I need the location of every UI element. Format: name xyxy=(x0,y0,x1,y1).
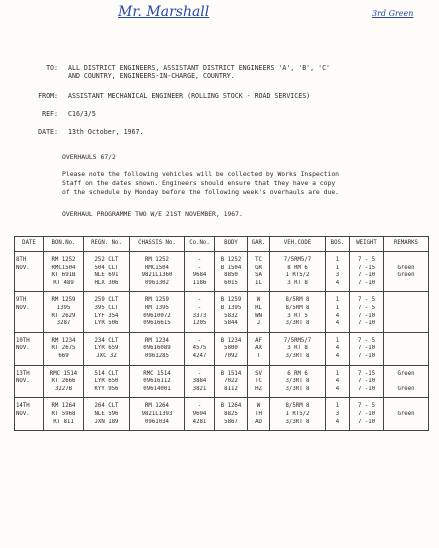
table-cell xyxy=(384,252,429,265)
table-cell xyxy=(15,313,44,321)
table-cell: AF xyxy=(248,332,270,345)
table-cell: B 1264 xyxy=(215,398,248,411)
table-cell: 7 - 5 xyxy=(350,252,384,265)
table-cell: LYF 354 xyxy=(84,313,130,321)
table-cell: 3821 xyxy=(185,386,215,398)
table-row xyxy=(15,365,429,378)
table-cell: 234 CLT xyxy=(84,332,130,345)
table-cell xyxy=(384,320,429,332)
table-cell xyxy=(384,292,429,305)
table-cell: 4 xyxy=(326,378,350,386)
table-cell: 259 CLT xyxy=(84,292,130,305)
column-header: Co.No. xyxy=(185,237,215,252)
table-cell: LYR 650 xyxy=(84,378,130,386)
handwritten-addressee: Mr. Marshall xyxy=(118,4,210,20)
table-cell: 7 -10 xyxy=(350,411,384,419)
table-cell: 7/5RM5/7 xyxy=(270,332,326,345)
table-cell: 4281 xyxy=(185,419,215,431)
table-cell: NOV. xyxy=(15,411,44,419)
table-cell: GR xyxy=(248,265,270,273)
table-cell: 4 xyxy=(326,313,350,321)
table-cell: 3 xyxy=(326,272,350,280)
table-cell: SV xyxy=(248,365,270,378)
table-cell: RM 1264 xyxy=(44,398,84,411)
table-cell: 09616615 xyxy=(130,320,185,332)
from-label: FROM: xyxy=(38,92,58,100)
table-cell: 5800 xyxy=(215,345,248,353)
table-cell: RM 1252 xyxy=(44,252,84,265)
table-cell: 09614001 xyxy=(130,386,185,398)
table-cell: 1 xyxy=(326,365,350,378)
table-cell: 4 xyxy=(326,345,350,353)
column-header: BOS. xyxy=(326,237,350,252)
table-cell: 0961285 xyxy=(130,353,185,365)
table-cell: 1 xyxy=(326,398,350,411)
table-cell: HLX 306 xyxy=(84,280,130,292)
table-cell: 1 xyxy=(326,292,350,305)
ref-value: C16/3/5 xyxy=(68,110,96,118)
table-cell: 09610072 xyxy=(130,313,185,321)
table-cell: RT 2666 xyxy=(44,378,84,386)
table-row xyxy=(15,305,429,313)
column-header: BODY xyxy=(215,237,248,252)
table-cell: B 1395 xyxy=(215,305,248,313)
column-header: WEIGHT xyxy=(350,237,384,252)
table-cell: Green xyxy=(384,411,429,419)
paragraph-line-1: Please note the following vehicles will be collected by Works Inspection xyxy=(62,170,340,178)
table-cell: RMC1504 xyxy=(44,265,84,273)
table-cell: B 1259 xyxy=(215,292,248,305)
table-cell: NLE 691 xyxy=(84,272,130,280)
table-cell: 4247 xyxy=(185,353,215,365)
table-cell: 264 CLT xyxy=(84,398,130,411)
table-cell: 8/5RM 8 xyxy=(270,398,326,411)
table-cell: NOV. xyxy=(15,345,44,353)
table-cell: RM 1259 xyxy=(130,292,185,305)
table-cell: 3373 xyxy=(185,313,215,321)
table-cell: B 1514 xyxy=(215,365,248,378)
table-cell: W xyxy=(248,398,270,411)
table-cell: NOV. xyxy=(15,305,44,313)
table-cell: RM 1264 xyxy=(130,398,185,411)
table-row xyxy=(15,419,429,431)
table-cell xyxy=(384,332,429,345)
table-cell: KYY 956 xyxy=(84,386,130,398)
table-cell: 6015 xyxy=(215,280,248,292)
table-cell xyxy=(384,305,429,313)
table-cell: 8 RM 6 xyxy=(270,265,326,273)
table-cell: 1186 xyxy=(185,280,215,292)
table-cell: RT 5968 xyxy=(44,411,84,419)
table-row xyxy=(15,320,429,332)
table-cell: 514 CLT xyxy=(84,365,130,378)
paragraph-line-3: of the schedule by Monday before the following week's overhauls are due. xyxy=(62,188,340,196)
table-cell: 3/3RT 8 xyxy=(270,353,326,365)
table-cell: RT 2629 xyxy=(44,313,84,321)
table-cell: 3287 xyxy=(44,320,84,332)
to-line-1: ALL DISTRICT ENGINEERS, ASSISTANT DISTRICT ENGINEERS 'A', 'B', 'C' xyxy=(68,64,331,72)
table-cell: 7092 xyxy=(215,353,248,365)
table-row xyxy=(15,345,429,353)
table-row xyxy=(15,265,429,273)
table-cell: 0961034 xyxy=(130,419,185,431)
table-cell: - xyxy=(185,265,215,273)
table-cell: 7 -15 xyxy=(350,265,384,273)
column-header: DATE xyxy=(15,237,44,252)
to-line-2: AND COUNTRY, ENGINEERS-IN-CHARGE, COUNTRY. xyxy=(68,72,235,80)
table-row xyxy=(15,386,429,398)
table-cell: 3/3RT 8 xyxy=(270,419,326,431)
table-cell: Green xyxy=(384,265,429,273)
table-cell: 1395 xyxy=(44,305,84,313)
table-cell: 14TH xyxy=(15,398,44,411)
table-cell: JXC 32 xyxy=(84,353,130,365)
table-cell: - xyxy=(185,305,215,313)
table-cell: 3 RT 5 xyxy=(270,313,326,321)
table-row xyxy=(15,353,429,365)
table-cell: RT 2675 xyxy=(44,345,84,353)
table-cell xyxy=(15,386,44,398)
from-value: ASSISTANT MECHANICAL ENGINEER (ROLLING STOCK - ROAD SERVICES) xyxy=(68,92,311,100)
table-cell: 13TH xyxy=(15,365,44,378)
column-header: GAR. xyxy=(248,237,270,252)
column-header: VEH.CODE xyxy=(270,237,326,252)
overhaul-schedule-table xyxy=(14,236,429,431)
date-value: 13th October, 1967. xyxy=(68,128,144,136)
table-cell: 3 RT 8 xyxy=(270,345,326,353)
table-cell: - xyxy=(185,292,215,305)
table-cell xyxy=(384,280,429,292)
table-cell: 7 -10 xyxy=(350,345,384,353)
table-cell xyxy=(15,419,44,431)
table-cell: 09616112 xyxy=(130,378,185,386)
table-cell: JXN 189 xyxy=(84,419,130,431)
table-cell: 1 xyxy=(326,305,350,313)
table-cell: 7 - 5 xyxy=(350,292,384,305)
table-cell: RMC1504 xyxy=(130,265,185,273)
table-cell: HZ xyxy=(248,386,270,398)
table-cell: 3884 xyxy=(185,378,215,386)
table-cell: 8/5RM 8 xyxy=(270,305,326,313)
table-cell: Green xyxy=(384,386,429,398)
table-cell: 4 xyxy=(326,320,350,332)
table-cell: AD xyxy=(248,419,270,431)
table-cell: 6 RM 6 xyxy=(270,365,326,378)
table-cell: AX xyxy=(248,345,270,353)
column-header: REMARKS xyxy=(384,237,429,252)
table-cell xyxy=(15,272,44,280)
table-cell: 8/5RM 8 xyxy=(270,292,326,305)
table-cell xyxy=(384,353,429,365)
table-cell: 4 xyxy=(326,353,350,365)
table-cell: TC xyxy=(248,252,270,265)
table-cell: Green xyxy=(384,272,429,280)
table-cell: - xyxy=(185,365,215,378)
table-row xyxy=(15,252,429,265)
table-cell: B 1504 xyxy=(215,265,248,273)
table-cell: 5832 xyxy=(215,313,248,321)
table-cell: RM 1252 xyxy=(130,252,185,265)
table-cell: J xyxy=(248,320,270,332)
table-cell: 7 -10 xyxy=(350,313,384,321)
table-row xyxy=(15,272,429,280)
table-cell: 7 -15 xyxy=(350,365,384,378)
table-cell: NOV. xyxy=(15,265,44,273)
table-cell: 4 xyxy=(326,280,350,292)
table-cell: 3/3RT 8 xyxy=(270,386,326,398)
table-cell: 1 RT5/2 xyxy=(270,272,326,280)
table-cell: LYR 659 xyxy=(84,345,130,353)
table-row xyxy=(15,313,429,321)
table-cell: RT 811 xyxy=(44,419,84,431)
table-cell: 1205 xyxy=(185,320,215,332)
table-cell: 1 xyxy=(326,332,350,345)
table-cell: 395 CLT xyxy=(84,305,130,313)
table-cell: 1 xyxy=(326,265,350,273)
to-label: TO: xyxy=(46,64,58,72)
column-header: CHASSIS No. xyxy=(130,237,185,252)
table-cell: 7 -10 xyxy=(350,353,384,365)
table-cell: RM 1395 xyxy=(130,305,185,313)
table-cell xyxy=(384,378,429,386)
table-cell: 1 xyxy=(326,252,350,265)
table-row xyxy=(15,378,429,386)
table-cell: 8TH xyxy=(15,252,44,265)
table-cell xyxy=(15,280,44,292)
table-cell: NOV. xyxy=(15,378,44,386)
table-cell xyxy=(384,313,429,321)
table-cell: T xyxy=(248,353,270,365)
table-cell xyxy=(15,320,44,332)
table-cell: 8825 xyxy=(215,411,248,419)
table-cell: 3 RT 8 xyxy=(270,280,326,292)
table-cell: 504 CLT xyxy=(84,265,130,273)
table-row xyxy=(15,292,429,305)
table-cell: 9694 xyxy=(185,411,215,419)
table-cell: 0961302 xyxy=(130,280,185,292)
table-cell: B 1234 xyxy=(215,332,248,345)
table-cell: 7/5RM5/7 xyxy=(270,252,326,265)
date-label: DATE: xyxy=(38,128,58,136)
table-cell: 10TH xyxy=(15,332,44,345)
table-cell: 9821L1393 xyxy=(130,411,185,419)
table-cell: 8850 xyxy=(215,272,248,280)
table-cell: 5867 xyxy=(215,419,248,431)
table-cell: 669 xyxy=(44,353,84,365)
table-cell: Green xyxy=(384,365,429,378)
table-cell: 7 - 5 xyxy=(350,398,384,411)
table-cell: TC xyxy=(248,378,270,386)
handwritten-note: 3rd Green xyxy=(372,9,414,18)
table-cell: RM 1234 xyxy=(44,332,84,345)
table-cell: 3/3RT 8 xyxy=(270,320,326,332)
table-row xyxy=(15,332,429,345)
table-cell: 7 -10 xyxy=(350,386,384,398)
table-cell: 9821L1360 xyxy=(130,272,185,280)
table-cell: 9684 xyxy=(185,272,215,280)
table-cell: RM 1234 xyxy=(130,332,185,345)
table-header-row xyxy=(15,237,429,252)
column-header: REGN. No. xyxy=(84,237,130,252)
table-cell: TH xyxy=(248,411,270,419)
table-cell: 7 -10 xyxy=(350,419,384,431)
table-cell: 7 -10 xyxy=(350,320,384,332)
table-cell: LYR 506 xyxy=(84,320,130,332)
table-cell: RT 489 xyxy=(44,280,84,292)
programme-title: OVERHAUL PROGRAMME TWO W/E 21ST NOVEMBER, 1967. xyxy=(62,210,243,218)
ref-label: REF: xyxy=(42,110,58,118)
table-cell: RT 691B xyxy=(44,272,84,280)
table-cell: 7 -10 xyxy=(350,272,384,280)
table-cell: 5844 xyxy=(215,320,248,332)
table-cell: - xyxy=(185,332,215,345)
table-cell: 7 - 5 xyxy=(350,305,384,313)
table-cell xyxy=(384,419,429,431)
table-cell: 7 -10 xyxy=(350,378,384,386)
paragraph-line-2: Staff on the dates shown. Engineers should ensure that they have a copy xyxy=(62,179,336,187)
table-cell xyxy=(384,398,429,411)
table-row xyxy=(15,411,429,419)
table-cell: 3227B xyxy=(44,386,84,398)
table-cell: B 1252 xyxy=(215,252,248,265)
table-cell: 252 CLT xyxy=(84,252,130,265)
table-cell: 3 xyxy=(326,411,350,419)
table-cell xyxy=(384,345,429,353)
table-cell: 8112 xyxy=(215,386,248,398)
table-cell: 1 RT5/2 xyxy=(270,411,326,419)
column-header: BON.No. xyxy=(44,237,84,252)
table-cell: NLE 596 xyxy=(84,411,130,419)
table-cell: RL xyxy=(248,305,270,313)
table-cell: SA xyxy=(248,272,270,280)
table-cell: 09616089 xyxy=(130,345,185,353)
table-cell: 4575 xyxy=(185,345,215,353)
table-cell: 7 - 5 xyxy=(350,332,384,345)
table-cell: RMC 1514 xyxy=(44,365,84,378)
table-cell: WN xyxy=(248,313,270,321)
table-row xyxy=(15,398,429,411)
table-cell: W xyxy=(248,292,270,305)
table-cell: RM 1259 xyxy=(44,292,84,305)
table-cell: 9TH xyxy=(15,292,44,305)
table-cell xyxy=(15,353,44,365)
table-cell: 4 xyxy=(326,386,350,398)
table-cell: RMC 1514 xyxy=(130,365,185,378)
table-cell: - xyxy=(185,398,215,411)
table-row xyxy=(15,280,429,292)
table-cell: 7 -10 xyxy=(350,280,384,292)
section-heading: OVERHAULS 67/2 xyxy=(62,153,116,161)
table-cell: - xyxy=(185,252,215,265)
table-cell: 7022 xyxy=(215,378,248,386)
table-cell: 4 xyxy=(326,419,350,431)
table-cell: IL xyxy=(248,280,270,292)
table-cell: 3/3RT 8 xyxy=(270,378,326,386)
